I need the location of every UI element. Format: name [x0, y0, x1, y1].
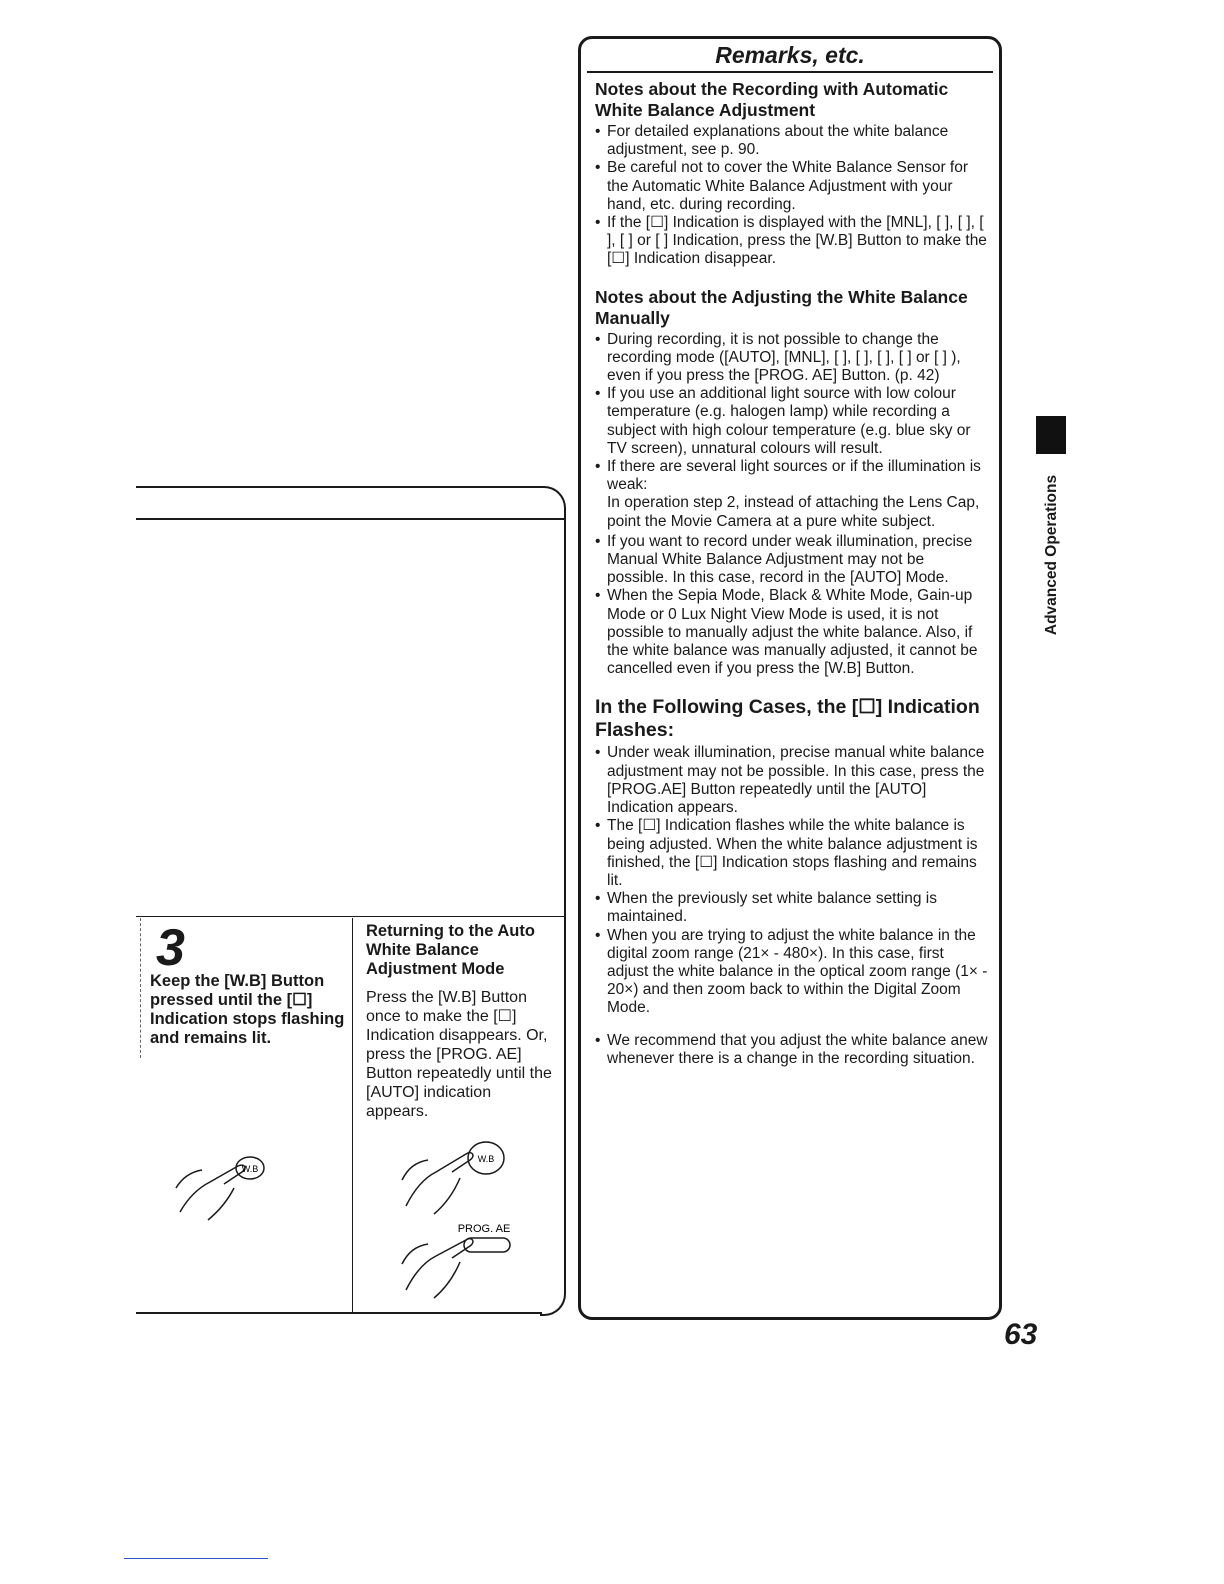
section-heading: In the Following Cases, the [☐] Indication Flashes: — [595, 696, 980, 742]
bullet-item: • For detailed explanations about the white balance adjustment, see p. 90. — [595, 123, 989, 159]
frame-corner — [540, 486, 566, 516]
hand-press-wb-icon-2 — [394, 1134, 514, 1218]
section-manual-wb — [595, 287, 989, 679]
wb-button-label: W.B — [241, 1164, 259, 1174]
bullet-item: • The [☐] Indication flashes while the white balance is being adjusted. When the white balance adjustment is finished, the [☐] Indication stops flashing and remains lit. — [595, 817, 989, 890]
returning-heading: Returning to the Auto White Balance Adjustment Mode — [366, 922, 535, 978]
step-instruction: Keep the [W.B] Button pressed until the [☐] Indication stops flashing and remains lit. — [150, 972, 345, 1047]
remarks-title: Remarks, etc. — [715, 42, 865, 68]
hand-press-wb-icon — [168, 1148, 278, 1228]
bullet-item: • If you want to record under weak illumination, precise Manual White Balance Adjustment may not be possible. In this case, record in the [AUTO] Mode. — [595, 533, 989, 588]
bullet-item: • If you use an additional light source with low colour temperature (e.g. halogen lamp) while recording a subject with high colour temperature (e.g. blue sky or TV screen), unnatural colours will result. — [595, 385, 989, 458]
bullet-item: • If there are several light sources or if the illumination is weak: — [595, 458, 989, 494]
link-underline — [124, 1558, 268, 1559]
sub-paragraph: In operation step 2, instead of attaching the Lens Cap, point the Movie Camera at a pure white subject. — [607, 494, 980, 530]
section-flashes — [595, 696, 989, 1067]
hand-press-prog-ae-icon — [394, 1218, 524, 1302]
bullet-item: • If the [☐] Indication is displayed with the [MNL], [ ], [ ], [ ], [ ] or [ ] Indication, press the [W.B] Button to make the [☐] Indication disappear. — [595, 214, 989, 269]
bullet-list — [595, 1032, 989, 1068]
section-automatic-wb — [595, 79, 989, 269]
remarks-body — [595, 79, 989, 1086]
divider-line — [136, 1312, 542, 1314]
frame-edge — [564, 512, 566, 1292]
bullet-item: • We recommend that you adjust the white balance anew whenever there is a change in the recording situation. — [595, 1032, 989, 1068]
bullet-item: • When the Sepia Mode, Black & White Mode, Gain-up Mode or 0 Lux Night View Mode is used, it is not possible to manually adjust the white balance. Also, if the white balance was manually adjusted, it cannot be cancelled even if you press the [W.B] Button. — [595, 587, 989, 678]
bullet-list — [595, 533, 989, 679]
title-divider — [587, 71, 993, 73]
divider-line — [136, 486, 542, 488]
column-divider — [352, 918, 353, 1312]
bullet-item: • Be careful not to cover the White Balance Sensor for the Automatic White Balance Adjustment with your hand, etc. during recording. — [595, 159, 989, 214]
remarks-panel — [578, 36, 1002, 1320]
section-tab-marker — [1036, 416, 1066, 454]
bullet-list — [595, 123, 989, 269]
section-heading: Notes about the Adjusting the White Balance Manually — [595, 286, 968, 328]
bullet-item: • Under weak illumination, precise manual white balance adjustment may not be possible. In this case, press the [PROG.AE] Button repeatedly until the [AUTO] Indication appears. — [595, 744, 989, 817]
divider-line — [136, 518, 564, 520]
bullet-item: • When the previously set white balance setting is maintained. — [595, 890, 989, 926]
page-number: 63 — [1004, 1318, 1038, 1351]
frame-corner — [540, 1290, 566, 1316]
dashed-guide — [140, 918, 141, 1058]
section-heading: Notes about the Recording with Automatic White Balance Adjustment — [595, 79, 949, 120]
section-tab-label — [1032, 460, 1072, 650]
bullet-item: • When you are trying to adjust the white balance in the digital zoom range (21× - 480×). In this case, first adjust the white balance in the optical zoom range (1× - 20×) and then zoom back to within the Digital Zoom Mode. — [595, 927, 989, 1018]
bullet-item: • During recording, it is not possible to change the recording mode ([AUTO], [MNL], [ ], [ ], [ ], [ ] or [ ] ), even if you press the [PROG. AE] Button. (p. 42) — [595, 331, 989, 386]
wb-button-label: W.B — [477, 1154, 495, 1164]
returning-body: Press the [W.B] Button once to make the [☐] Indication disappears. Or, press the [PROG. AE] Button repeatedly until the [AUTO] indication appears. — [366, 989, 552, 1120]
step-number: 3 — [156, 919, 185, 977]
section-tab-text: Advanced Operations — [1043, 474, 1060, 636]
divider-line — [136, 916, 564, 917]
bullet-list — [595, 744, 989, 1017]
prog-ae-label: PROG. AE — [457, 1223, 511, 1235]
bullet-list — [595, 331, 989, 495]
